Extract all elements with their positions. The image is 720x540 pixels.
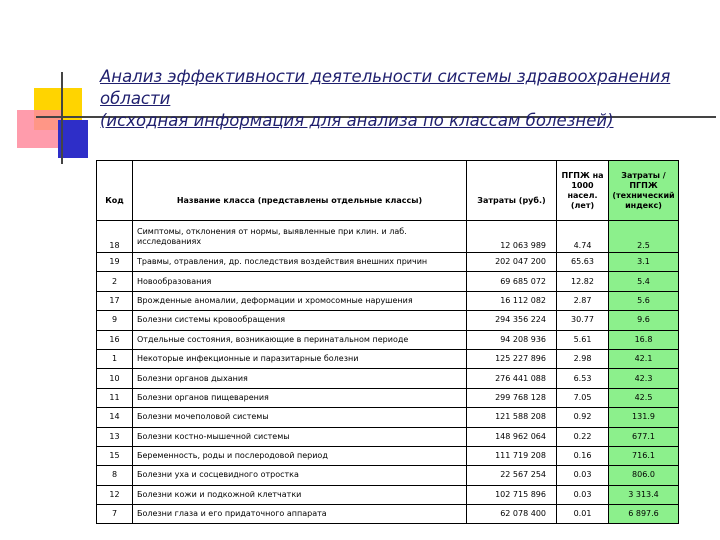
cell-code: 10 — [97, 369, 133, 388]
cell-index: 42.1 — [609, 349, 679, 368]
cell-rate: 0.01 — [557, 505, 609, 524]
table-row — [97, 485, 679, 504]
cell-cost: 202 047 200 — [467, 253, 557, 272]
cell-index: 16.8 — [609, 330, 679, 349]
table-row — [97, 466, 679, 485]
table-row — [97, 272, 679, 291]
cell-name: Болезни уха и сосцевидного отростка — [133, 466, 467, 485]
title-line-3: (исходная информация для анализа по классам болезней) — [100, 111, 614, 130]
cell-code: 17 — [97, 291, 133, 310]
table-row — [97, 427, 679, 446]
cell-code: 2 — [97, 272, 133, 291]
table-row — [97, 349, 679, 368]
cell-name: Болезни костно-мышечной системы — [133, 427, 467, 446]
cell-cost: 12 063 989 — [467, 221, 557, 253]
table-row — [97, 369, 679, 388]
cell-rate: 5.61 — [557, 330, 609, 349]
cell-rate: 6.53 — [557, 369, 609, 388]
cell-cost: 276 441 088 — [467, 369, 557, 388]
cell-name: Симптомы, отклонения от нормы, выявленные при клин. и лаб. исследованиях — [133, 221, 467, 253]
header-name: Название класса (представлены отдельные классы) — [133, 161, 467, 221]
cell-code: 1 — [97, 349, 133, 368]
cell-cost: 102 715 896 — [467, 485, 557, 504]
cell-rate: 0.22 — [557, 427, 609, 446]
cell-index: 2.5 — [609, 221, 679, 253]
cell-index: 3.1 — [609, 253, 679, 272]
cell-name: Новообразования — [133, 272, 467, 291]
cell-rate: 12.82 — [557, 272, 609, 291]
table-row — [97, 253, 679, 272]
cell-rate: 2.87 — [557, 291, 609, 310]
cell-index: 5.6 — [609, 291, 679, 310]
table-row — [97, 446, 679, 465]
cell-code: 19 — [97, 253, 133, 272]
header-rate: ПГПЖ на 1000 насел. (лет) — [557, 161, 609, 221]
cell-cost: 148 962 064 — [467, 427, 557, 446]
slide-title — [100, 66, 670, 132]
cell-code: 16 — [97, 330, 133, 349]
disease-class-table — [96, 160, 679, 524]
cell-rate: 0.03 — [557, 485, 609, 504]
cell-cost: 121 588 208 — [467, 408, 557, 427]
cell-rate: 2.98 — [557, 349, 609, 368]
cell-rate: 0.16 — [557, 446, 609, 465]
cell-cost: 62 078 400 — [467, 505, 557, 524]
cell-index: 9.6 — [609, 311, 679, 330]
table-header-row — [97, 161, 679, 221]
cell-index: 42.3 — [609, 369, 679, 388]
cell-cost: 299 768 128 — [467, 388, 557, 407]
cell-cost: 125 227 896 — [467, 349, 557, 368]
table-row — [97, 311, 679, 330]
cell-rate: 0.03 — [557, 466, 609, 485]
cell-rate: 65.63 — [557, 253, 609, 272]
cell-code: 9 — [97, 311, 133, 330]
cell-name: Болезни органов дыхания — [133, 369, 467, 388]
cell-code: 11 — [97, 388, 133, 407]
cell-index: 716.1 — [609, 446, 679, 465]
title-line-2: области — [100, 89, 171, 108]
cell-name: Отдельные состояния, возникающие в перинатальном периоде — [133, 330, 467, 349]
cell-cost: 94 208 936 — [467, 330, 557, 349]
cell-code: 13 — [97, 427, 133, 446]
header-code: Код — [97, 161, 133, 221]
cell-cost: 111 719 208 — [467, 446, 557, 465]
table-row — [97, 505, 679, 524]
cell-code: 8 — [97, 466, 133, 485]
cell-rate: 30.77 — [557, 311, 609, 330]
table-row — [97, 330, 679, 349]
cell-name: Болезни глаза и его придаточного аппарата — [133, 505, 467, 524]
cell-cost: 69 685 072 — [467, 272, 557, 291]
cell-code: 7 — [97, 505, 133, 524]
cell-cost: 16 112 082 — [467, 291, 557, 310]
cell-rate: 0.92 — [557, 408, 609, 427]
header-cost: Затраты (руб.) — [467, 161, 557, 221]
cell-index: 5.4 — [609, 272, 679, 291]
cell-code: 18 — [97, 221, 133, 253]
table-row — [97, 291, 679, 310]
cell-rate: 4.74 — [557, 221, 609, 253]
cell-cost: 22 567 254 — [467, 466, 557, 485]
table-row — [97, 221, 679, 253]
header-index: Затраты / ПГПЖ (технический индекс) — [609, 161, 679, 221]
cell-index: 131.9 — [609, 408, 679, 427]
cell-index: 677.1 — [609, 427, 679, 446]
cell-index: 6 897.6 — [609, 505, 679, 524]
cell-cost: 294 356 224 — [467, 311, 557, 330]
table-row — [97, 388, 679, 407]
cell-index: 806.0 — [609, 466, 679, 485]
cell-code: 15 — [97, 446, 133, 465]
cell-rate: 7.05 — [557, 388, 609, 407]
decor-vertical-line — [61, 72, 63, 164]
cell-name: Болезни кожи и подкожной клетчатки — [133, 485, 467, 504]
cell-name: Болезни органов пищеварения — [133, 388, 467, 407]
cell-name: Болезни системы кровообращения — [133, 311, 467, 330]
cell-code: 12 — [97, 485, 133, 504]
cell-index: 42.5 — [609, 388, 679, 407]
cell-name: Травмы, отравления, др. последствия воздействия внешних причин — [133, 253, 467, 272]
cell-index: 3 313.4 — [609, 485, 679, 504]
cell-code: 14 — [97, 408, 133, 427]
cell-name: Врожденные аномалии, деформации и хромосомные нарушения — [133, 291, 467, 310]
cell-name: Некоторые инфекционные и паразитарные болезни — [133, 349, 467, 368]
cell-name: Болезни мочеполовой системы — [133, 408, 467, 427]
title-line-1: Анализ эффективности деятельности системы здравоохранения — [100, 67, 671, 86]
cell-name: Беременность, роды и послеродовой период — [133, 446, 467, 465]
table-row — [97, 408, 679, 427]
